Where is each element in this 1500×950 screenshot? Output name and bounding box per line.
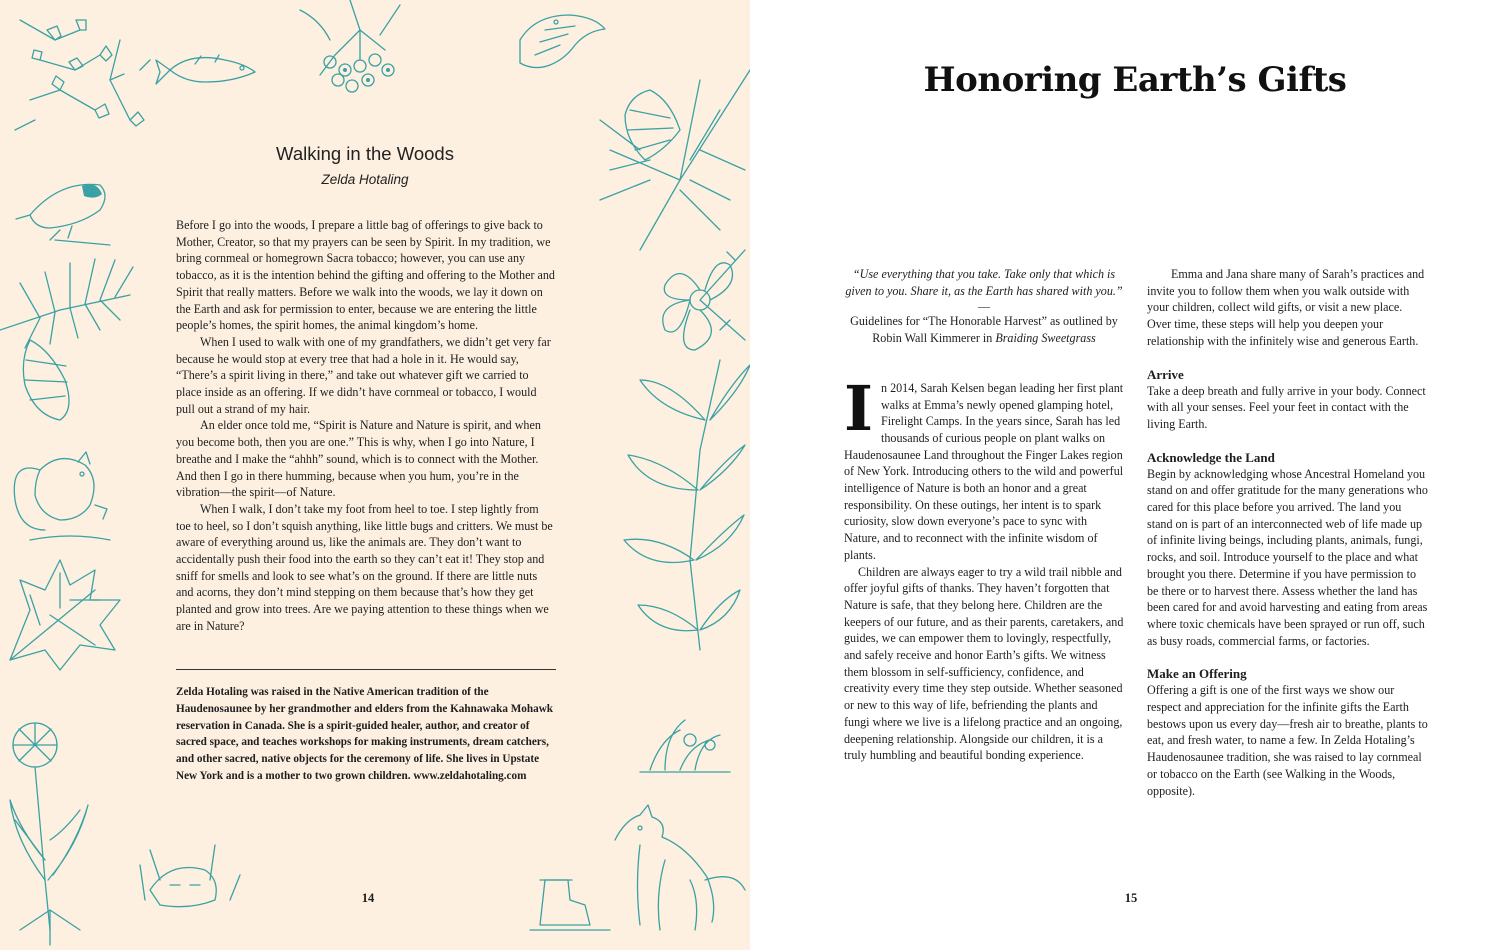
paragraph: An elder once told me, “Spirit is Nature and Nature is spirit, and when you become both, then you are one.” This is why, when I go into Nature, I breathe and I make the “ahhh” sound, which is to connect with the Mother. And then I go in there humming, because when you hum, you’re in the vibration—the spirit—of Nature.	[176, 418, 541, 500]
epigraph-attribution	[844, 313, 1124, 346]
right-page	[750, 0, 1500, 950]
chickadee-icon	[16, 184, 110, 245]
eagle-icon	[520, 15, 605, 68]
nettle-icon	[624, 360, 750, 650]
fox-icon	[615, 805, 745, 930]
attribution-text: Guidelines for “The Honorable Harvest” as outlined by Robin Wall Kimmerer in	[850, 314, 1118, 346]
paragraph: When I used to walk with one of my grandfathers, we didn’t get very far because he would stop at every tree that had a hole in it. He would say, “There’s a spirit living in there,” and take out whatever gift we carried to place inside as an offering. If we didn’t have cornmeal or tobacco, I would pull out a strand of my hair.	[176, 334, 551, 416]
step-text: Take a deep breath and fully arrive in your body. Connect with all your senses. Feel your feet in contact with the living Earth.	[1147, 383, 1426, 431]
squirrel-icon	[14, 452, 110, 540]
step-heading: Arrive	[1147, 366, 1184, 382]
paragraph: Before I go into the woods, I prepare a little bag of offerings to give back to Mother, Creator, so that my prayers can be seen by Spirit. In my tradition, we bring cornmeal or homegrown Sacra tobacco; however, you can use any tobacco, as it is the intention behind the gifting and offering to the Mother and Spirit that really matters. Before we walk into the woods, we lay it down on the Earth and ask for permission to enter, because we are entering the little people’s homes, the spirit homes, the animal kingdom’s home.	[176, 218, 555, 333]
page-number: 15	[1124, 891, 1138, 905]
pinecone-branch-icon	[600, 70, 750, 250]
paragraph: Children are always eager to try a wild trail nibble and offer joyful gifts of thanks. They haven’t forgotten that Nature is safe, that they belong here. Children are the keepers of our future, and as their parents, caretakers, and guides, we can empower them to lovingly, respectfully, and safely receive and honor Earth’s gifts. We witness them blossom in self-sufficiency, confidence, and creativity every time they step outside. Whether seasoned or new to this way of life, befriending the plants and fungi where we live is a lifelong practice and an ongoing, deepening relationship. Alongside our children, it is a truly humbling and beautiful bonding experience.	[844, 564, 1124, 763]
oak-leaf-icon	[10, 560, 120, 670]
paragraph-text: n 2014, Sarah Kelsen began leading her first plant walks at Emma’s newly opened glamping hotel, Firelight Camps. In the years since, Sarah has led thousands of curious people on plant walks on Haudenosaunee Land throughout the Finger Lakes region of New York. Introducing others to the wild and powerful intelligence of Nature is both an honor and a great responsibility. On these outings, her intent is to spark curiosity, slow down everyone’s pace to sync with Nature, and to reconnect with the infinite wisdom of plants.	[844, 380, 1124, 562]
left-column	[844, 266, 1124, 764]
paragraph	[844, 371, 1124, 564]
flower-icon	[15, 20, 150, 130]
step-heading: Make an Offering	[1147, 666, 1247, 682]
wild-rose-icon	[663, 250, 745, 350]
step-text: Offering a gift is one of the first ways we show our respect and appreciation for the infinite gifts the Earth bestows upon us every day—fresh air to breathe, plants to eat, and fresh water, to name a few. In Zelda Hotaling’s Haudenosaunee tradition, she was raised to lay cornmeal or tobacco on the Earth (see Walking in the Woods, opposite).	[1147, 683, 1428, 798]
article-byline: Zelda Hotaling	[321, 172, 409, 187]
article-body	[176, 217, 556, 635]
source-title: Braiding Sweetgrass	[995, 331, 1096, 346]
right-column	[1147, 266, 1429, 799]
paragraph: When I walk, I don’t take my foot from heel to toe. I step lightly from toe to heel, so I don’t squish anything, like little bugs and critters. We must be aware of everything around us, like the animals are. They don’t want to accidentally push their food into the earth so they can’t eat it! They stop and sniff for smells and look to see what’s on the ground. If there are little nuts and acorns, they don’t mind stepping on them because that’s how they get planted and grow into trees. Are we paying attention to these things when we are in Nature?	[176, 501, 553, 633]
fish-icon	[156, 55, 255, 84]
article-body	[844, 371, 1124, 764]
author-bio: Zelda Hotaling was raised in the Native American tradition of the Haudenosaunee by her grandmother and elders from the Kahnawaka Mohawk reservation in Canada. She is a spirit-guided healer, author, and creator of sacred space, and teaches workshops for making instruments, dream catchers, and other sacred, native objects for the ceremony of life. She lives in Upstate New York and is a mother to two grown children. www.zeldahotaling.com	[176, 686, 553, 782]
article-title: Walking in the Woods	[276, 143, 454, 164]
step-heading: Acknowledge the Land	[1147, 449, 1275, 465]
epigraph-dash: —	[978, 299, 990, 314]
intro-paragraph: Emma and Jana share many of Sarah’s practices and invite you to follow them when you walk outside with your children, collect wild gifts, or visit a new place. Over time, these steps will help you deepen your relationship with the infinitely wise and generous Earth.	[1147, 267, 1425, 348]
step-text: Begin by acknowledging whose Ancestral Homeland you stand on and offer gratitude for the many generations who cared for this place before you arrived. The land you stand on is part of an interconnected web of life made up of infinite living beings, including plants, animals, fungi, rocks, and soil. Introduce yourself to the place and what brought you there. Determine if you have permission to be there or to harvest there. Assess whether the land has been cared for and avoid harvesting and eating from areas where toxic chemicals have been sprayed or run off, such as busy roads, commercial farms, or factories.	[1147, 466, 1428, 648]
divider	[176, 669, 556, 670]
chapter-title: Honoring Earth’s Gifts	[923, 60, 1347, 100]
page-number: 14	[361, 891, 375, 905]
drop-cap: I	[844, 371, 874, 445]
boot-icon	[530, 880, 610, 930]
grass-tuft-icon	[640, 720, 730, 772]
berry-cluster-icon	[300, 0, 400, 92]
raccoon-icon	[140, 845, 240, 907]
pine-branch-icon	[0, 259, 133, 420]
epigraph: “Use everything that you take. Take only that which is given to you. Share it, as the Earth has shared with you.”	[845, 267, 1123, 298]
dandelion-icon	[10, 723, 88, 945]
